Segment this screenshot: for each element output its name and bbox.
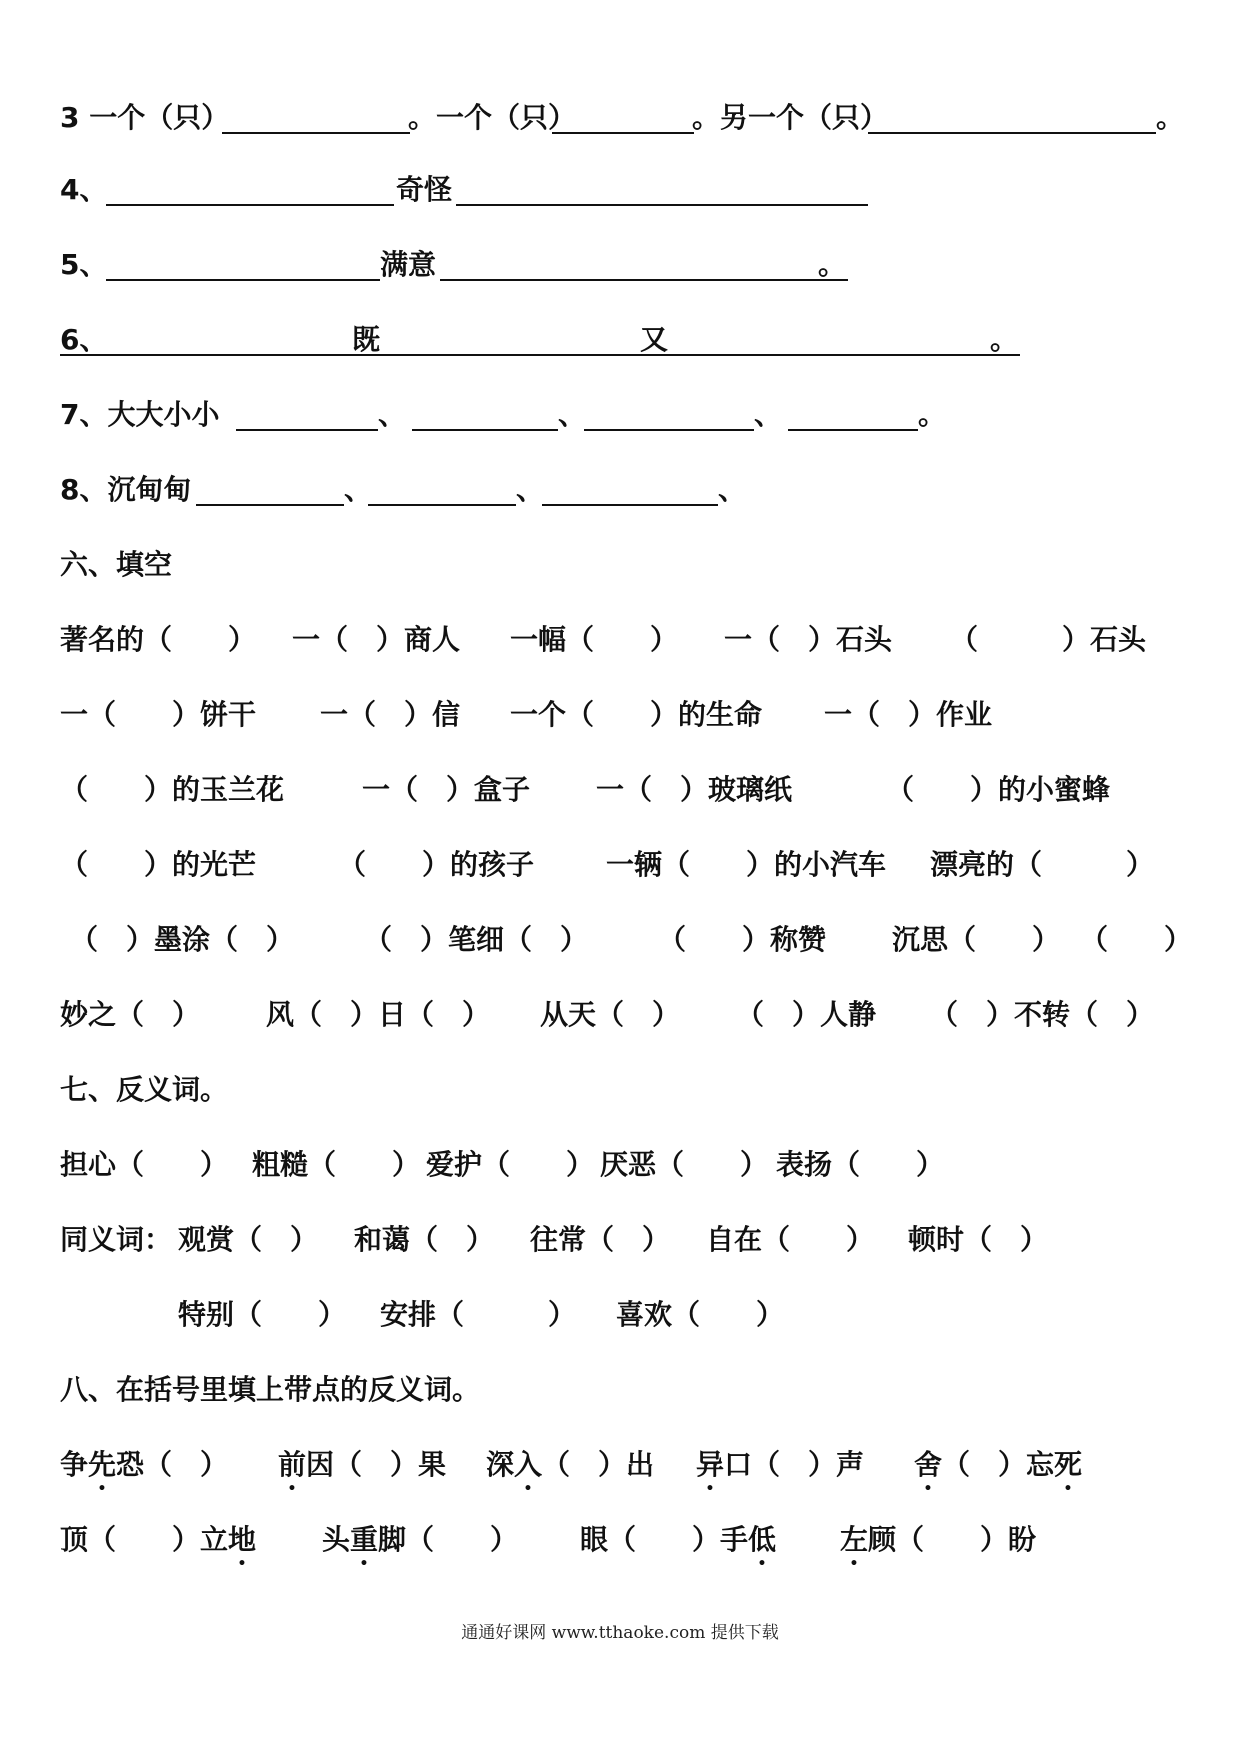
s6-r6-item-2[interactable]: 风（ ）日（ ） [266,998,491,1031]
q8-blank-3[interactable] [542,504,718,506]
synonym-item-6[interactable]: 特别（ ） [178,1298,347,1331]
s6-r6-item-5[interactable]: （ ）不转（ ） [930,998,1155,1031]
q3-blank-2[interactable] [552,132,694,134]
idiom-text: 头 [322,1523,351,1556]
section-6-row-3 [60,768,1190,812]
q8-text-a: 8、沉甸甸 [60,473,192,506]
synonym-label: 同义词： [60,1223,173,1256]
q6-text-c: 又 [640,323,669,356]
s6-r5-item-5[interactable]: （ ） [1080,923,1193,956]
q7-blank-4[interactable] [788,429,918,431]
s6-r2-item-3[interactable]: 一个（ ）的生命 [510,698,763,731]
s6-r6-item-3[interactable]: 从天（ ） [540,998,681,1031]
q3-text-d: 。 [1156,101,1185,134]
idiom-text: （ ）忘 [942,1448,1055,1481]
s6-r4-item-4[interactable]: 漂亮的（ ） [930,848,1155,881]
idiom-text: （ ）出 [542,1448,655,1481]
section-6-heading-text: 六、填空 [60,548,173,581]
idiom-text: 顾（ ）盼 [868,1523,1037,1556]
section-6-row-5 [60,918,1193,962]
dotted-character: 低 [748,1523,777,1556]
idiom-item[interactable] [60,1443,228,1497]
q6-text-a: 6、 [60,323,108,356]
idiom-item[interactable] [60,1518,256,1572]
synonym-row-2 [60,1293,1190,1337]
section-6-row-2 [60,693,1190,737]
q6-underline[interactable] [60,354,1020,356]
question-5 [60,243,860,287]
s6-r1-item-2[interactable]: 一（ ）商人 [292,623,461,656]
antonym-item-5[interactable]: 表扬（ ） [776,1148,945,1181]
q4-blank-1[interactable] [106,204,394,206]
q8-sep-3: 、 [718,473,747,506]
idiom-item[interactable] [914,1443,1082,1497]
synonym-item-4[interactable]: 自在（ ） [706,1223,875,1256]
idiom-text: 眼（ ）手 [580,1523,749,1556]
q7-blank-2[interactable] [412,429,558,431]
q5-text-c: 。 [818,248,847,281]
q8-sep-2: 、 [516,473,545,506]
q7-sep-1: 、 [378,398,407,431]
dotted-character: 异 [696,1448,725,1481]
idiom-text: 争 [60,1448,89,1481]
dotted-character: 入 [514,1448,543,1481]
idiom-item[interactable] [840,1518,1036,1572]
section-6-row-4 [60,843,1190,887]
s6-r5-item-4[interactable]: 沉思（ ） [892,923,1061,956]
s6-r1-item-3[interactable]: 一幅（ ） [510,623,679,656]
q3-text-c: 。另一个（只） [692,101,889,134]
idiom-text: 口（ ）声 [724,1448,865,1481]
q7-blank-1[interactable] [236,429,378,431]
antonym-row [60,1143,1190,1187]
idiom-item[interactable] [322,1518,518,1572]
q6-text-b: 既 [352,323,381,356]
q7-text-a: 7、大大小小 [60,398,220,431]
s6-r5-item-1[interactable]: （ ）墨涂（ ） [70,923,295,956]
s6-r3-item-3[interactable]: 一（ ）玻璃纸 [596,773,793,806]
q3-blank-3[interactable] [868,132,1156,134]
s6-r5-item-3[interactable]: （ ）称赞 [658,923,827,956]
dotted-character: 重 [350,1523,379,1556]
synonym-item-7[interactable]: 安排（ ） [380,1298,577,1331]
q5-text-b: 满意 [380,248,437,281]
question-7 [60,393,960,437]
q7-end: 。 [918,398,947,431]
question-8 [60,468,760,512]
s6-r3-item-1[interactable]: （ ）的玉兰花 [60,773,285,806]
section-6-row-6 [60,993,1190,1037]
question-6 [60,318,1030,362]
section-6-row-1 [60,618,1190,662]
q5-blank-2[interactable] [440,279,848,281]
section-8-heading-text: 八、在括号里填上带点的反义词。 [60,1373,481,1406]
q8-blank-2[interactable] [368,504,516,506]
s6-r2-item-2[interactable]: 一（ ）信 [320,698,461,731]
idiom-text: 恐（ ） [116,1448,229,1481]
idiom-item[interactable] [580,1518,776,1572]
question-4 [60,168,880,212]
antonym-item-2[interactable]: 粗糙（ ） [252,1148,421,1181]
q4-text-a: 4、 [60,173,108,206]
s6-r1-item-4[interactable]: 一（ ）石头 [724,623,893,656]
q7-sep-2: 、 [558,398,587,431]
synonym-item-3[interactable]: 往常（ ） [530,1223,671,1256]
antonym-item-1[interactable]: 担心（ ） [60,1148,229,1181]
q7-blank-3[interactable] [584,429,754,431]
q3-text-b: 。一个（只） [408,101,577,134]
dotted-character: 舍 [914,1448,943,1481]
idiom-text: 脚（ ） [378,1523,519,1556]
s6-r1-item-5[interactable]: （ ）石头 [950,623,1147,656]
section-8-row-2 [60,1518,1190,1562]
q8-sep-1: 、 [344,473,373,506]
q8-blank-1[interactable] [196,504,344,506]
section-7-heading-text: 七、反义词。 [60,1073,229,1106]
idiom-item[interactable] [486,1443,654,1497]
s6-r2-item-4[interactable]: 一（ ）作业 [824,698,993,731]
s6-r2-item-1[interactable]: 一（ ）饼干 [60,698,257,731]
s6-r4-item-3[interactable]: 一辆（ ）的小汽车 [606,848,887,881]
synonym-item-2[interactable]: 和蔼（ ） [354,1223,495,1256]
s6-r4-item-1[interactable]: （ ）的光芒 [60,848,257,881]
antonym-item-4[interactable]: 厌恶（ ） [600,1148,769,1181]
synonym-row-1 [60,1218,1190,1262]
q3-blank-1[interactable] [222,132,410,134]
dotted-character: 先 [88,1448,117,1481]
s6-r3-item-4[interactable]: （ ）的小蜜蜂 [886,773,1111,806]
synonym-item-1[interactable]: 观赏（ ） [178,1223,319,1256]
dotted-character: 前 [278,1448,307,1481]
idiom-text: 顶（ ）立 [60,1523,229,1556]
idiom-text: 因（ ）果 [306,1448,447,1481]
dotted-character: 左 [840,1523,869,1556]
idiom-item[interactable] [278,1443,446,1497]
q5-blank-1[interactable] [106,279,380,281]
q7-sep-3: 、 [754,398,783,431]
dotted-character: 死 [1054,1448,1083,1481]
idiom-item[interactable] [696,1443,864,1497]
dotted-character: 地 [228,1523,257,1556]
s6-r6-item-4[interactable]: （ ）人静 [736,998,877,1031]
section-8-row-1 [60,1443,1190,1487]
q4-blank-2[interactable] [456,204,868,206]
q3-text-a: 3 一个（只） [60,101,230,134]
q6-text-d: 。 [990,323,1019,356]
s6-r3-item-2[interactable]: 一（ ）盒子 [362,773,531,806]
q5-text-a: 5、 [60,248,108,281]
s6-r5-item-2[interactable]: （ ）笔细（ ） [364,923,589,956]
question-3 [60,96,1185,140]
synonym-item-8[interactable]: 喜欢（ ） [616,1298,785,1331]
synonym-item-5[interactable]: 顿时（ ） [908,1223,1049,1256]
q4-text-b: 奇怪 [396,173,453,206]
footer-credit: 通通好课网 www.tthaoke.com 提供下载 [461,1623,779,1643]
s6-r4-item-2[interactable]: （ ）的孩子 [338,848,535,881]
s6-r6-item-1[interactable]: 妙之（ ） [60,998,201,1031]
s6-r1-item-1[interactable]: 著名的（ ） [60,623,257,656]
idiom-text: 深 [486,1448,515,1481]
antonym-item-3[interactable]: 爱护（ ） [426,1148,595,1181]
